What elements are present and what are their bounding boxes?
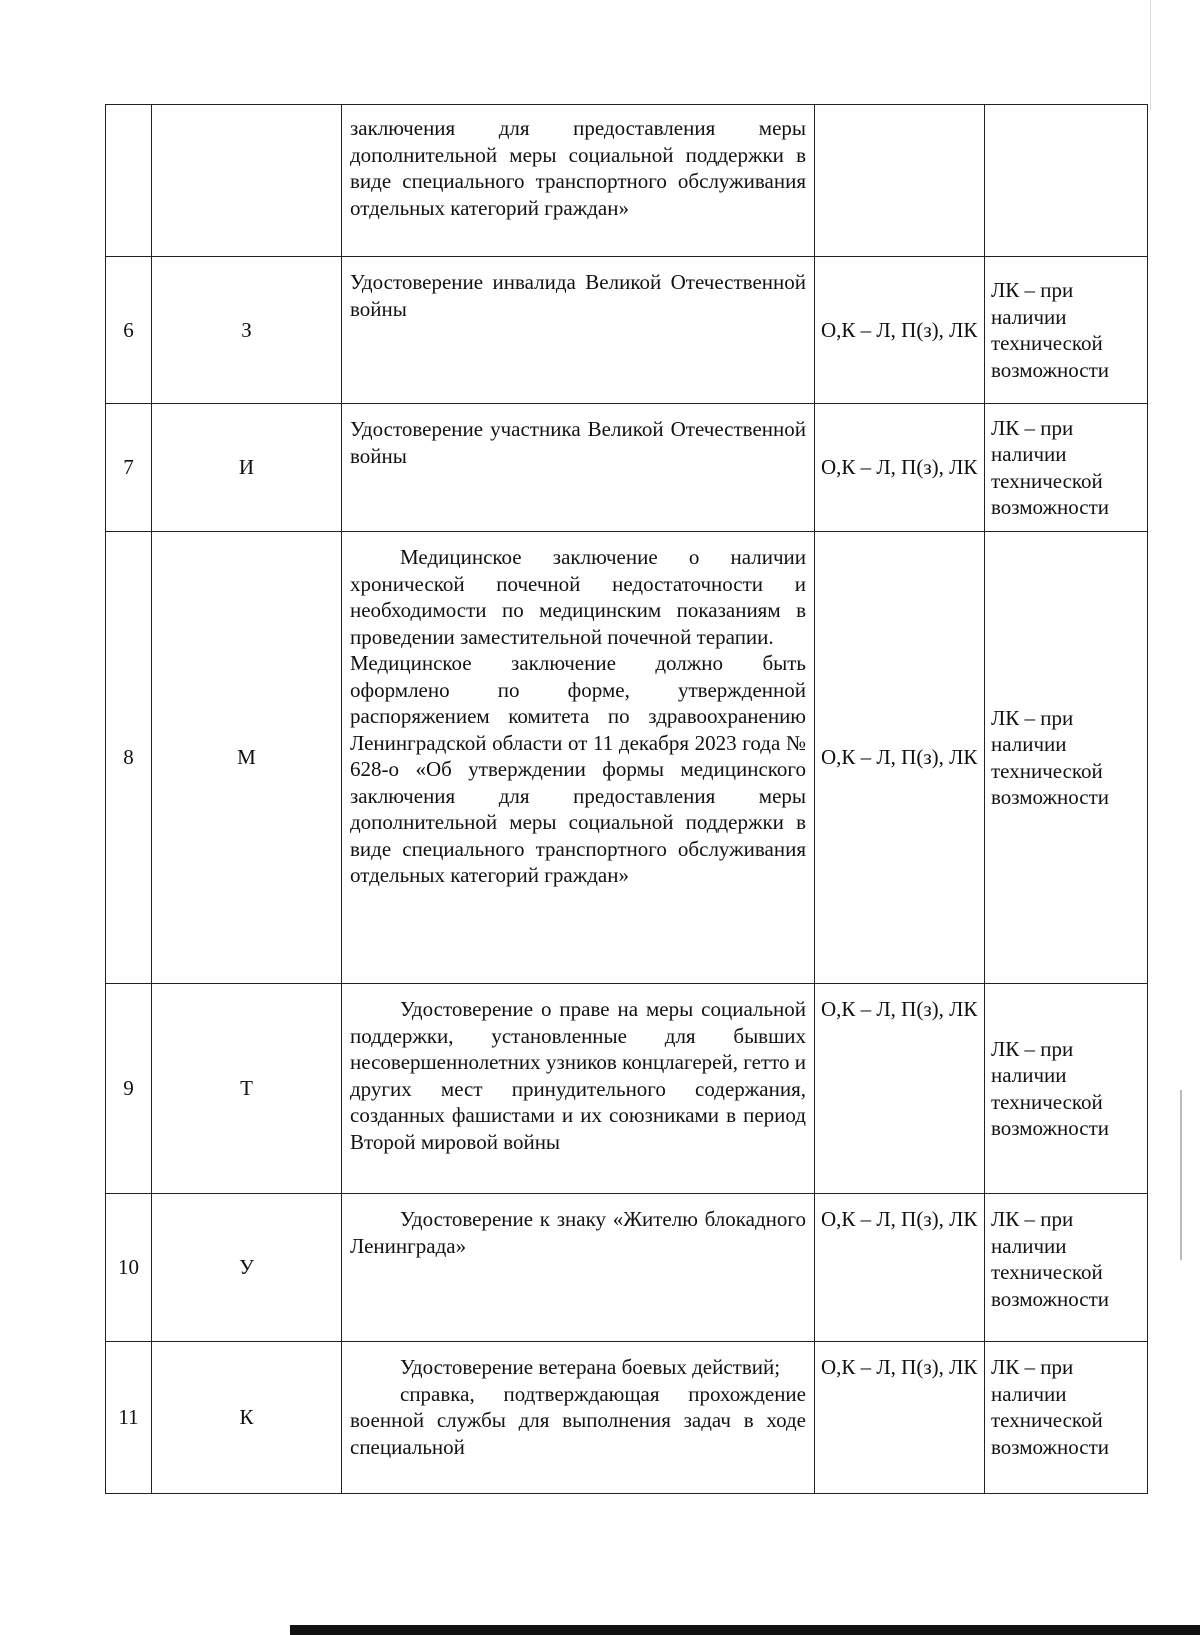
method-text: О,К – Л, П(з), ЛК [821, 745, 978, 770]
row-document [342, 404, 815, 532]
row-number: 7 [106, 404, 152, 532]
row-note [985, 532, 1148, 984]
row-document [342, 105, 815, 257]
row-method [815, 532, 985, 984]
row-method [815, 1194, 985, 1342]
row-code: Т [152, 984, 342, 1194]
row-note [985, 257, 1148, 404]
document-paragraph: Удостоверение ветерана боевых действий; [400, 1355, 781, 1379]
table-row [106, 105, 1148, 257]
note-text: ЛК – при наличии технической возможности [991, 278, 1110, 382]
row-document [342, 257, 815, 404]
row-method [815, 105, 985, 257]
row-code [152, 105, 342, 257]
row-document [342, 532, 815, 984]
row-document [342, 1194, 815, 1342]
document-paragraph: Удостоверение инвалида Великой Отечественной войны [350, 270, 806, 321]
document-paragraph: Удостоверение о праве на меры социальной поддержки, установленные для бывших несовершеннолетних узников концлагерей, гетто и других мест принудительного содержания, созданных фашистами и их союзниками в период Второй мировой войны [350, 997, 806, 1154]
row-number: 6 [106, 257, 152, 404]
document-paragraph: справка, подтверждающая прохождение военной службы для выполнения задач в ходе специальной [350, 1381, 806, 1459]
row-number [106, 105, 152, 257]
table-row [106, 984, 1148, 1194]
row-method [815, 984, 985, 1194]
row-note [985, 404, 1148, 532]
documents-table [105, 104, 1148, 1494]
row-number: 8 [106, 532, 152, 984]
method-text: О,К – Л, П(з), ЛК [821, 997, 978, 1021]
row-code: К [152, 1342, 342, 1494]
scan-bottom-edge [290, 1625, 1200, 1635]
scan-artifact-line [1150, 0, 1151, 110]
document-paragraph: заключения для предоставления меры дополнительной меры социальной поддержки в виде специального транспортного обслуживания отдельных категорий граждан» [350, 116, 806, 220]
note-text: ЛК – при наличии технической возможности [991, 415, 1110, 519]
row-method [815, 404, 985, 532]
row-code: М [152, 532, 342, 984]
row-note [985, 1194, 1148, 1342]
document-paragraph: Медицинское заключение о наличии хронической почечной недостаточности и необходимости по медицинским показаниям в проведении заместительной почечной терапии. [350, 545, 806, 649]
row-document [342, 984, 815, 1194]
row-code: У [152, 1194, 342, 1342]
table-row [106, 1342, 1148, 1494]
row-method [815, 1342, 985, 1494]
note-text: ЛК – при наличии технической возможности [991, 705, 1110, 809]
row-note [985, 105, 1148, 257]
row-note [985, 1342, 1148, 1494]
row-note [985, 984, 1148, 1194]
note-text: ЛК – при наличии технической возможности [991, 1355, 1110, 1459]
row-code: З [152, 257, 342, 404]
scan-artifact-line [1180, 1090, 1182, 1260]
table-row [106, 532, 1148, 984]
method-text: О,К – Л, П(з), ЛК [821, 317, 978, 342]
row-number: 9 [106, 984, 152, 1194]
row-document [342, 1342, 815, 1494]
table-row [106, 1194, 1148, 1342]
table-row [106, 404, 1148, 532]
method-text: О,К – Л, П(з), ЛК [821, 1355, 978, 1379]
row-code: И [152, 404, 342, 532]
note-text: ЛК – при наличии технической возможности [991, 1207, 1110, 1311]
table-row [106, 257, 1148, 404]
document-paragraph: Медицинское заключение должно быть оформлено по форме, утвержденной распоряжением комитета по здравоохранению Ленинградской области от 11 декабря 2023 года № 628-о «Об утверждении формы медицинского заключения для предоставления меры дополнительной меры социальной поддержки в виде специального транспортного обслуживания отдельных категорий граждан» [350, 651, 806, 887]
document-paragraph: Удостоверение участника Великой Отечественной войны [350, 417, 806, 468]
row-number: 10 [106, 1194, 152, 1342]
row-method [815, 257, 985, 404]
method-text: О,К – Л, П(з), ЛК [821, 455, 978, 480]
row-number: 11 [106, 1342, 152, 1494]
document-paragraph: Удостоверение к знаку «Жителю блокадного Ленинграда» [350, 1207, 806, 1258]
note-text: ЛК – при наличии технической возможности [991, 1036, 1110, 1140]
method-text: О,К – Л, П(з), ЛК [821, 1207, 978, 1231]
